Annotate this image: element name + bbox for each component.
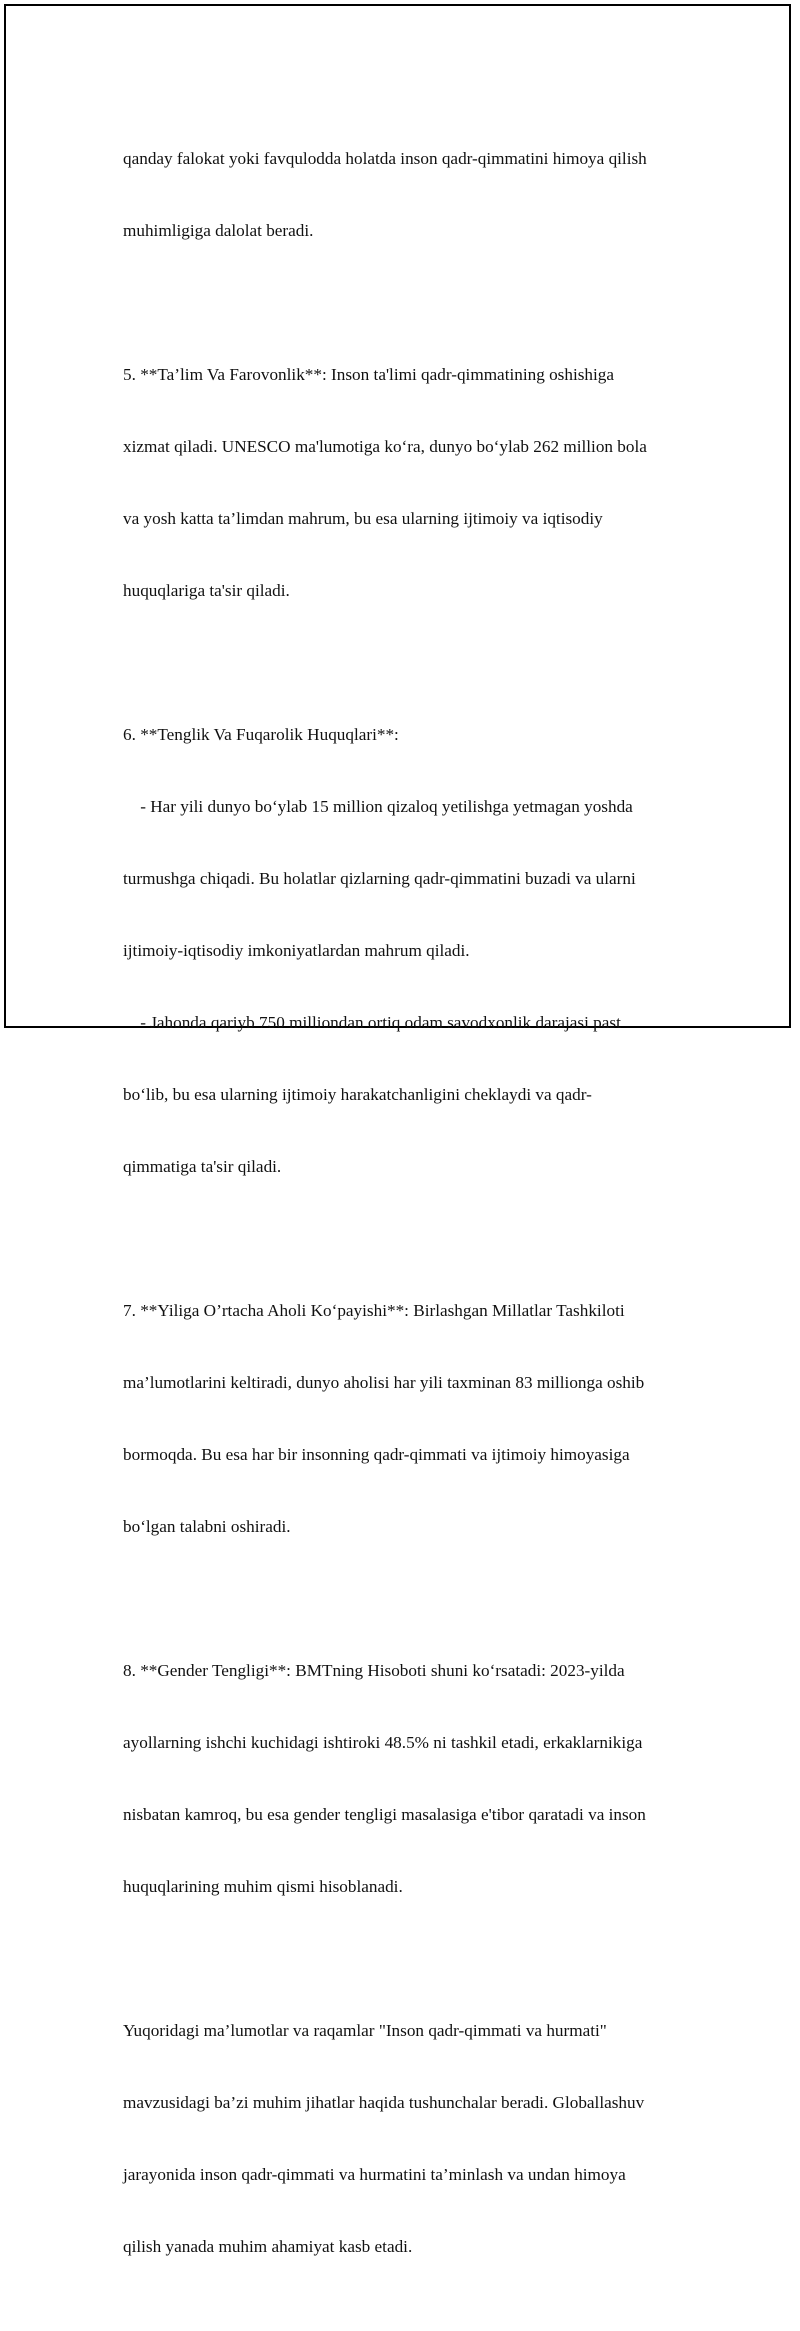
paragraph-item-8	[123, 1611, 703, 1947]
text-line: bormoqda. Bu esa har bir insonning qadr-qimmati va ijtimoiy himoyasiga	[123, 1445, 630, 1464]
text-line: turmushga chiqadi. Bu holatlar qizlarning qadr-qimmatini buzadi va ularni	[123, 869, 636, 888]
text-line: va yosh katta ta’limdan mahrum, bu esa ularning ijtimoiy va iqtisodiy	[123, 509, 603, 528]
text-line: nisbatan kamroq, bu esa gender tengligi masalasiga e'tibor qaratadi va inson	[123, 1805, 646, 1824]
paragraph-item-6	[123, 675, 703, 1227]
text-line: mavzusidagi ba’zi muhim jihatlar haqida tushunchalar beradi. Globallashuv	[123, 2093, 645, 2112]
text-line: 7. **Yiliga O’rtacha Aholi Ko‘payishi**: Birlashgan Millatlar Tashkiloti	[123, 1301, 625, 1320]
text-line: ma’lumotlarini keltiradi, dunyo aholisi har yili taxminan 83 millionga oshib	[123, 1373, 645, 1392]
paragraph-intro-continuation	[123, 99, 703, 291]
text-line: 8. **Gender Tengligi**: BMTning Hisoboti shuni ko‘rsatadi: 2023-yilda	[123, 1661, 625, 1680]
text-line: bo‘lgan talabni oshiradi.	[123, 1517, 291, 1536]
text-line: ijtimoiy-iqtisodiy imkoniyatlardan mahrum qiladi.	[123, 941, 470, 960]
text-line: huquqlarining muhim qismi hisoblanadi.	[123, 1877, 403, 1896]
paragraph-item-5	[123, 315, 703, 651]
text-line: jarayonida inson qadr-qimmati va hurmatini ta’minlash va undan himoya	[123, 2165, 626, 2184]
text-line: Yuqoridagi ma’lumotlar va raqamlar "Inson qadr-qimmati va hurmati"	[123, 2021, 607, 2040]
text-line: 6. **Tenglik Va Fuqarolik Huquqlari**:	[123, 725, 399, 744]
text-line: bo‘lib, bu esa ularning ijtimoiy harakatchanligini cheklaydi va qadr-	[123, 1085, 592, 1104]
text-line: ayollarning ishchi kuchidagi ishtiroki 48.5% ni tashkil etadi, erkaklarnikiga	[123, 1733, 643, 1752]
text-line: qimmatiga ta'sir qiladi.	[123, 1157, 282, 1176]
text-line: 5. **Ta’lim Va Farovonlik**: Inson ta'limi qadr-qimmatining oshishiga	[123, 365, 615, 384]
text-line: muhimligiga dalolat beradi.	[123, 221, 314, 240]
text-line: xizmat qiladi. UNESCO ma'lumotiga ko‘ra, dunyo bo‘ylab 262 million bola	[123, 437, 647, 456]
text-line: huquqlariga ta'sir qiladi.	[123, 581, 290, 600]
paragraph-conclusion	[123, 1971, 703, 2307]
text-line: - Jahonda qariyb 750 milliondan ortiq odam savodxonlik darajasi past	[123, 1013, 621, 1032]
text-line: qilish yanada muhim ahamiyat kasb etadi.	[123, 2237, 413, 2256]
text-line: qanday falokat yoki favqulodda holatda inson qadr-qimmatini himoya qilish	[123, 149, 647, 168]
document-body	[123, 99, 703, 2331]
page-frame	[4, 4, 791, 2256]
text-line: - Har yili dunyo bo‘ylab 15 million qizaloq yetilishga yetmagan yoshda	[123, 797, 633, 816]
paragraph-item-7	[123, 1251, 703, 1587]
